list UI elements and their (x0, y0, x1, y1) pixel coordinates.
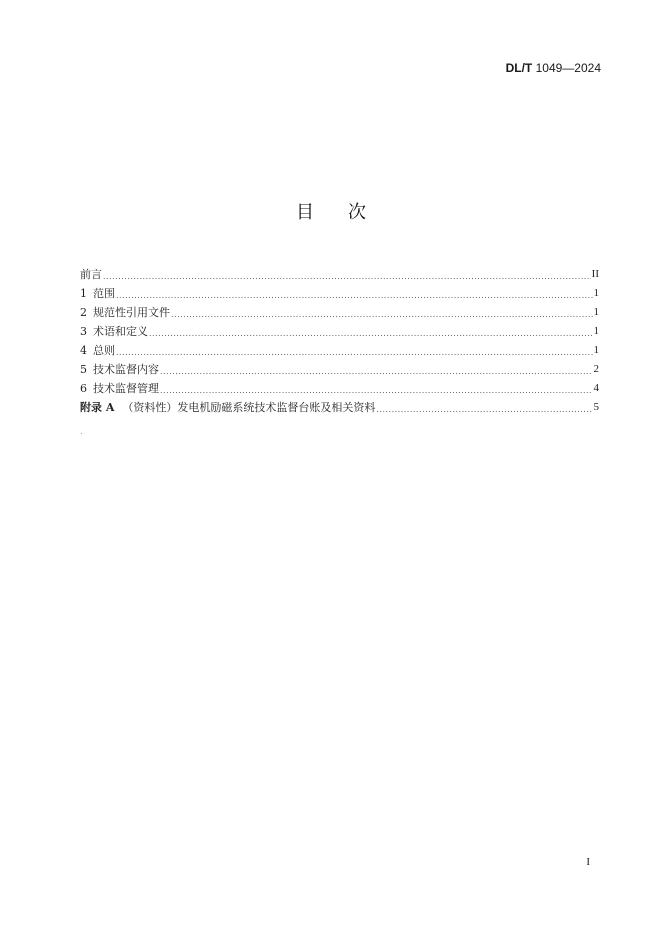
standard-code-prefix: DL/T (505, 61, 533, 75)
toc-entry-text: 前言 (80, 268, 102, 281)
toc-entry-foreword[interactable] (80, 265, 599, 284)
standard-code-number: 1049—2024 (532, 61, 601, 75)
toc-entry-number: 6 (80, 382, 87, 395)
toc-title: 目次 (296, 202, 400, 223)
toc-leader-dots (376, 402, 592, 417)
toc-entry-text: 范围 (93, 287, 115, 300)
toc-entry-page: 1 (593, 287, 599, 299)
toc-entry-scope[interactable] (80, 284, 599, 303)
toc-leader-dots (171, 307, 593, 322)
toc-entry-page: 1 (593, 306, 599, 318)
toc-entry-label (80, 360, 159, 379)
page-number: I (586, 856, 590, 868)
toc-leader-dots (160, 383, 593, 398)
toc-entry-number: 2 (80, 306, 87, 319)
toc-entry-label (80, 284, 115, 303)
toc-entry-page: 1 (593, 344, 599, 356)
toc-entry-text: 规范性引用文件 (93, 306, 170, 319)
toc-entry-text: 技术监督管理 (93, 382, 159, 395)
toc-entry-text: 技术监督内容 (93, 363, 159, 376)
toc-leader-dots (103, 269, 591, 284)
toc-entry-page: 2 (593, 363, 599, 375)
toc-entry-text: （资料性）发电机励磁系统技术监督台账及相关资料 (122, 401, 376, 414)
standard-code (506, 61, 601, 75)
toc-entry-label (80, 303, 170, 322)
toc-entry-label (80, 398, 375, 417)
toc-entry-page: 5 (593, 401, 599, 413)
toc-entry-number: 3 (80, 325, 87, 338)
toc-entry-number: 5 (80, 363, 87, 376)
toc-entry-number: 1 (80, 287, 87, 300)
toc-entry-terms-definitions[interactable] (80, 322, 599, 341)
toc-leader-dots (149, 326, 593, 341)
toc-entry-normative-references[interactable] (80, 303, 599, 322)
toc-leader-dots (116, 345, 593, 360)
toc-entry-label (80, 322, 148, 341)
toc-entry-supervision-content[interactable] (80, 360, 599, 379)
toc-entry-page: 1 (593, 325, 599, 337)
table-of-contents (80, 265, 599, 417)
toc-entry-text: 总则 (93, 344, 115, 357)
toc-entry-appendix-a[interactable] (80, 398, 599, 417)
stray-mark (81, 433, 82, 434)
toc-entry-page: II (591, 268, 599, 280)
toc-leader-dots (116, 288, 593, 303)
toc-entry-label (80, 379, 159, 398)
toc-leader-dots (160, 364, 593, 379)
toc-entry-page: 4 (593, 382, 599, 394)
toc-entry-supervision-management[interactable] (80, 379, 599, 398)
toc-entry-general-principles[interactable] (80, 341, 599, 360)
toc-entry-number: 4 (80, 344, 87, 357)
toc-appendix-tag: 附录 A (80, 401, 115, 414)
toc-entry-label (80, 265, 102, 284)
toc-entry-label (80, 341, 115, 360)
toc-entry-text: 术语和定义 (93, 325, 148, 338)
